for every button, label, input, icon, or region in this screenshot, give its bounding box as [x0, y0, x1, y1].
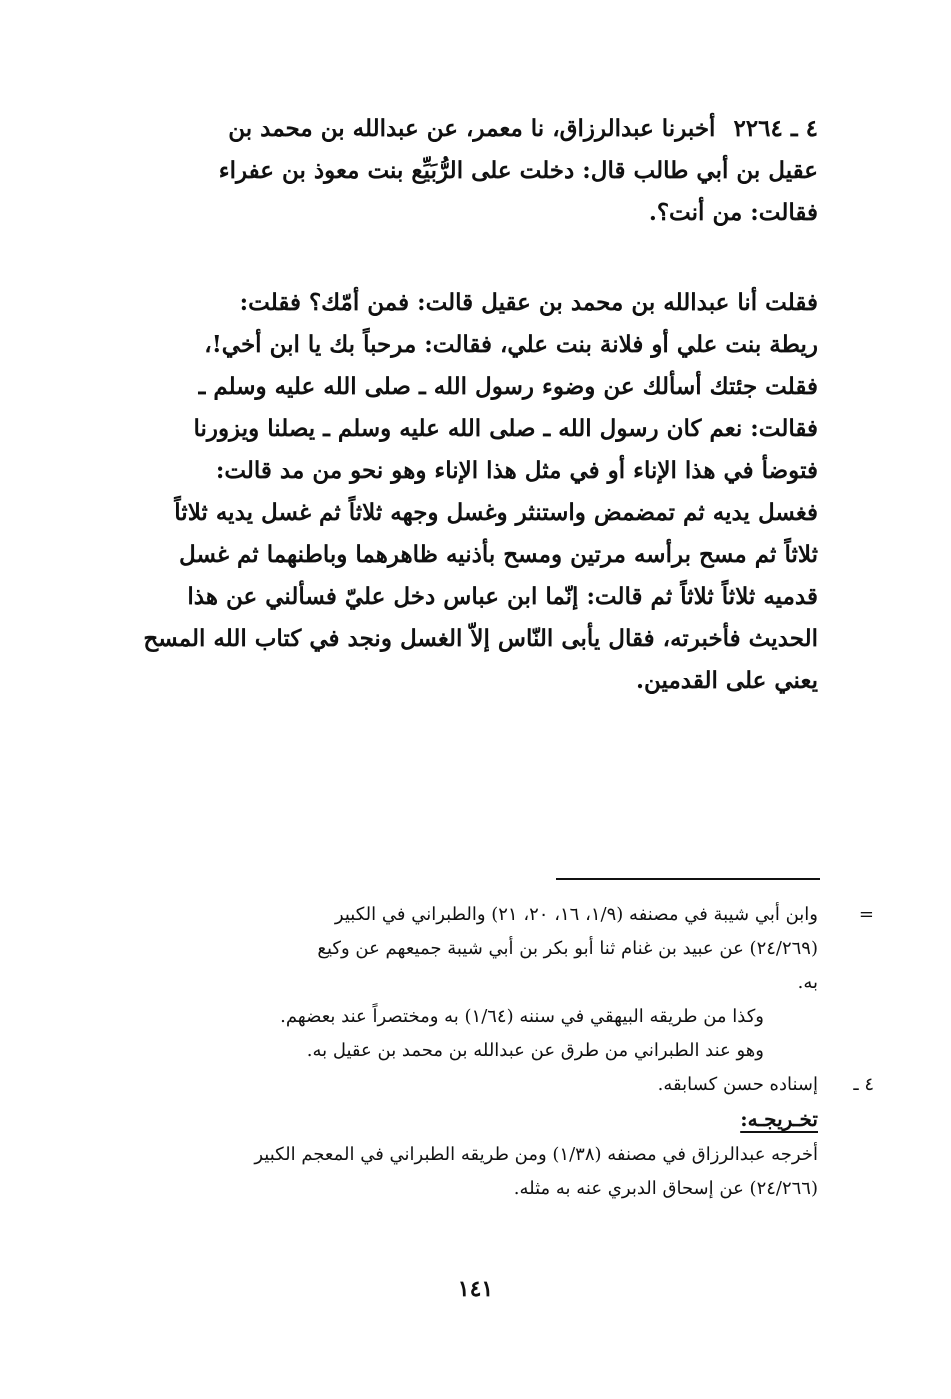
- narration-line: ريطة بنت علي أو فلانة بنت علي، فقالت: مرحباً بك يا ابن أخي!،: [204, 331, 818, 358]
- footnote-separator: [556, 878, 820, 880]
- takhrij-heading: تخـريجـه:: [740, 1107, 818, 1131]
- footnote-line: إسناده حسن كسابقه.: [657, 1074, 818, 1095]
- footnote-4-marker: ٤ ـ: [853, 1074, 874, 1095]
- narration-line: فقلت أنا عبدالله بن محمد بن عقيل قالت: فمن أمّك؟ فقلت:: [239, 289, 818, 316]
- footnote-line: وهو عند الطبراني من طرق عن عبدالله بن محمد بن عقيل به.: [306, 1040, 764, 1061]
- hadith-text-line: أخبرنا عبدالرزاق، نا معمر، عن عبدالله بن محمد بن: [228, 115, 716, 142]
- hadith-text-line: عقيل بن أبي طالب قال: دخلت على الرُّبَيِّع بنت معوذ بن عفراء: [218, 157, 818, 184]
- narration-line: ثلاثاً ثم مسح برأسه مرتين ومسح بأذنيه ظاهرهما وباطنهما ثم غسل: [179, 541, 818, 568]
- hadith-number: ٤ ـ ٢٢٦٤: [733, 115, 818, 142]
- narration-line: فقلت جئتك أسألك عن وضوء رسول الله ـ صلى الله عليه وسلم ـ: [198, 373, 818, 400]
- continuation-marker: =: [858, 904, 874, 925]
- takhrij-heading-row: [128, 1102, 818, 1138]
- narration-block: [128, 282, 818, 702]
- footnote-line: (٢٤/٢٦٦) عن إسحاق الدبري عنه به مثله.: [513, 1178, 818, 1199]
- footnote-line: وكذا من طريقه البيهقي في سننه (١/٦٤) به ومختصراً عند بعضهم.: [280, 1006, 764, 1027]
- hadith-block: [128, 108, 818, 234]
- narration-line: يعني على القدمين.: [635, 667, 818, 694]
- footnote-line: (٢٤/٢٦٩) عن عبيد بن غنام ثنا أبو بكر بن أبي شيبة جميعهم عن وكيع: [317, 938, 818, 959]
- footnote-continuation: [128, 898, 874, 932]
- narration-line: فقالت: نعم كان رسول الله ـ صلى الله عليه وسلم ـ يصلنا ويزورنا: [193, 415, 818, 442]
- hadith-text-line: فقالت: من أنت؟.: [648, 199, 818, 226]
- narration-line: الحديث فأخبرته، فقال يأبى النّاس إلاّ الغسل ونجد في كتاب الله المسح: [143, 625, 818, 652]
- footnotes: [128, 898, 874, 1206]
- narration-line: فتوضأ في هذا الإناء أو في مثل هذا الإناء وهو نحو من مد قالت:: [215, 457, 818, 484]
- footnote-line: به.: [797, 972, 818, 993]
- footnote-4: [128, 1068, 874, 1102]
- narration-line: قدميه ثلاثاً ثلاثاً ثم قالت: إنّما ابن عباس دخل عليّ فسألني عن هذا: [187, 583, 818, 610]
- hadith-line-1: [128, 108, 818, 150]
- page-number: ١٤١: [457, 1276, 494, 1302]
- narration-line: فغسل يديه ثم تمضمض واستنثر وغسل وجهه ثلاثاً ثم غسل يديه ثلاثاً: [174, 499, 818, 526]
- footnote-line: أخرجه عبدالرزاق في مصنفه (١/٣٨) ومن طريقه الطبراني في المعجم الكبير: [254, 1144, 818, 1165]
- footnote-line: وابن أبي شيبة في مصنفه (١/٩، ١٦، ٢٠، ٢١) والطبراني في الكبير: [334, 904, 818, 925]
